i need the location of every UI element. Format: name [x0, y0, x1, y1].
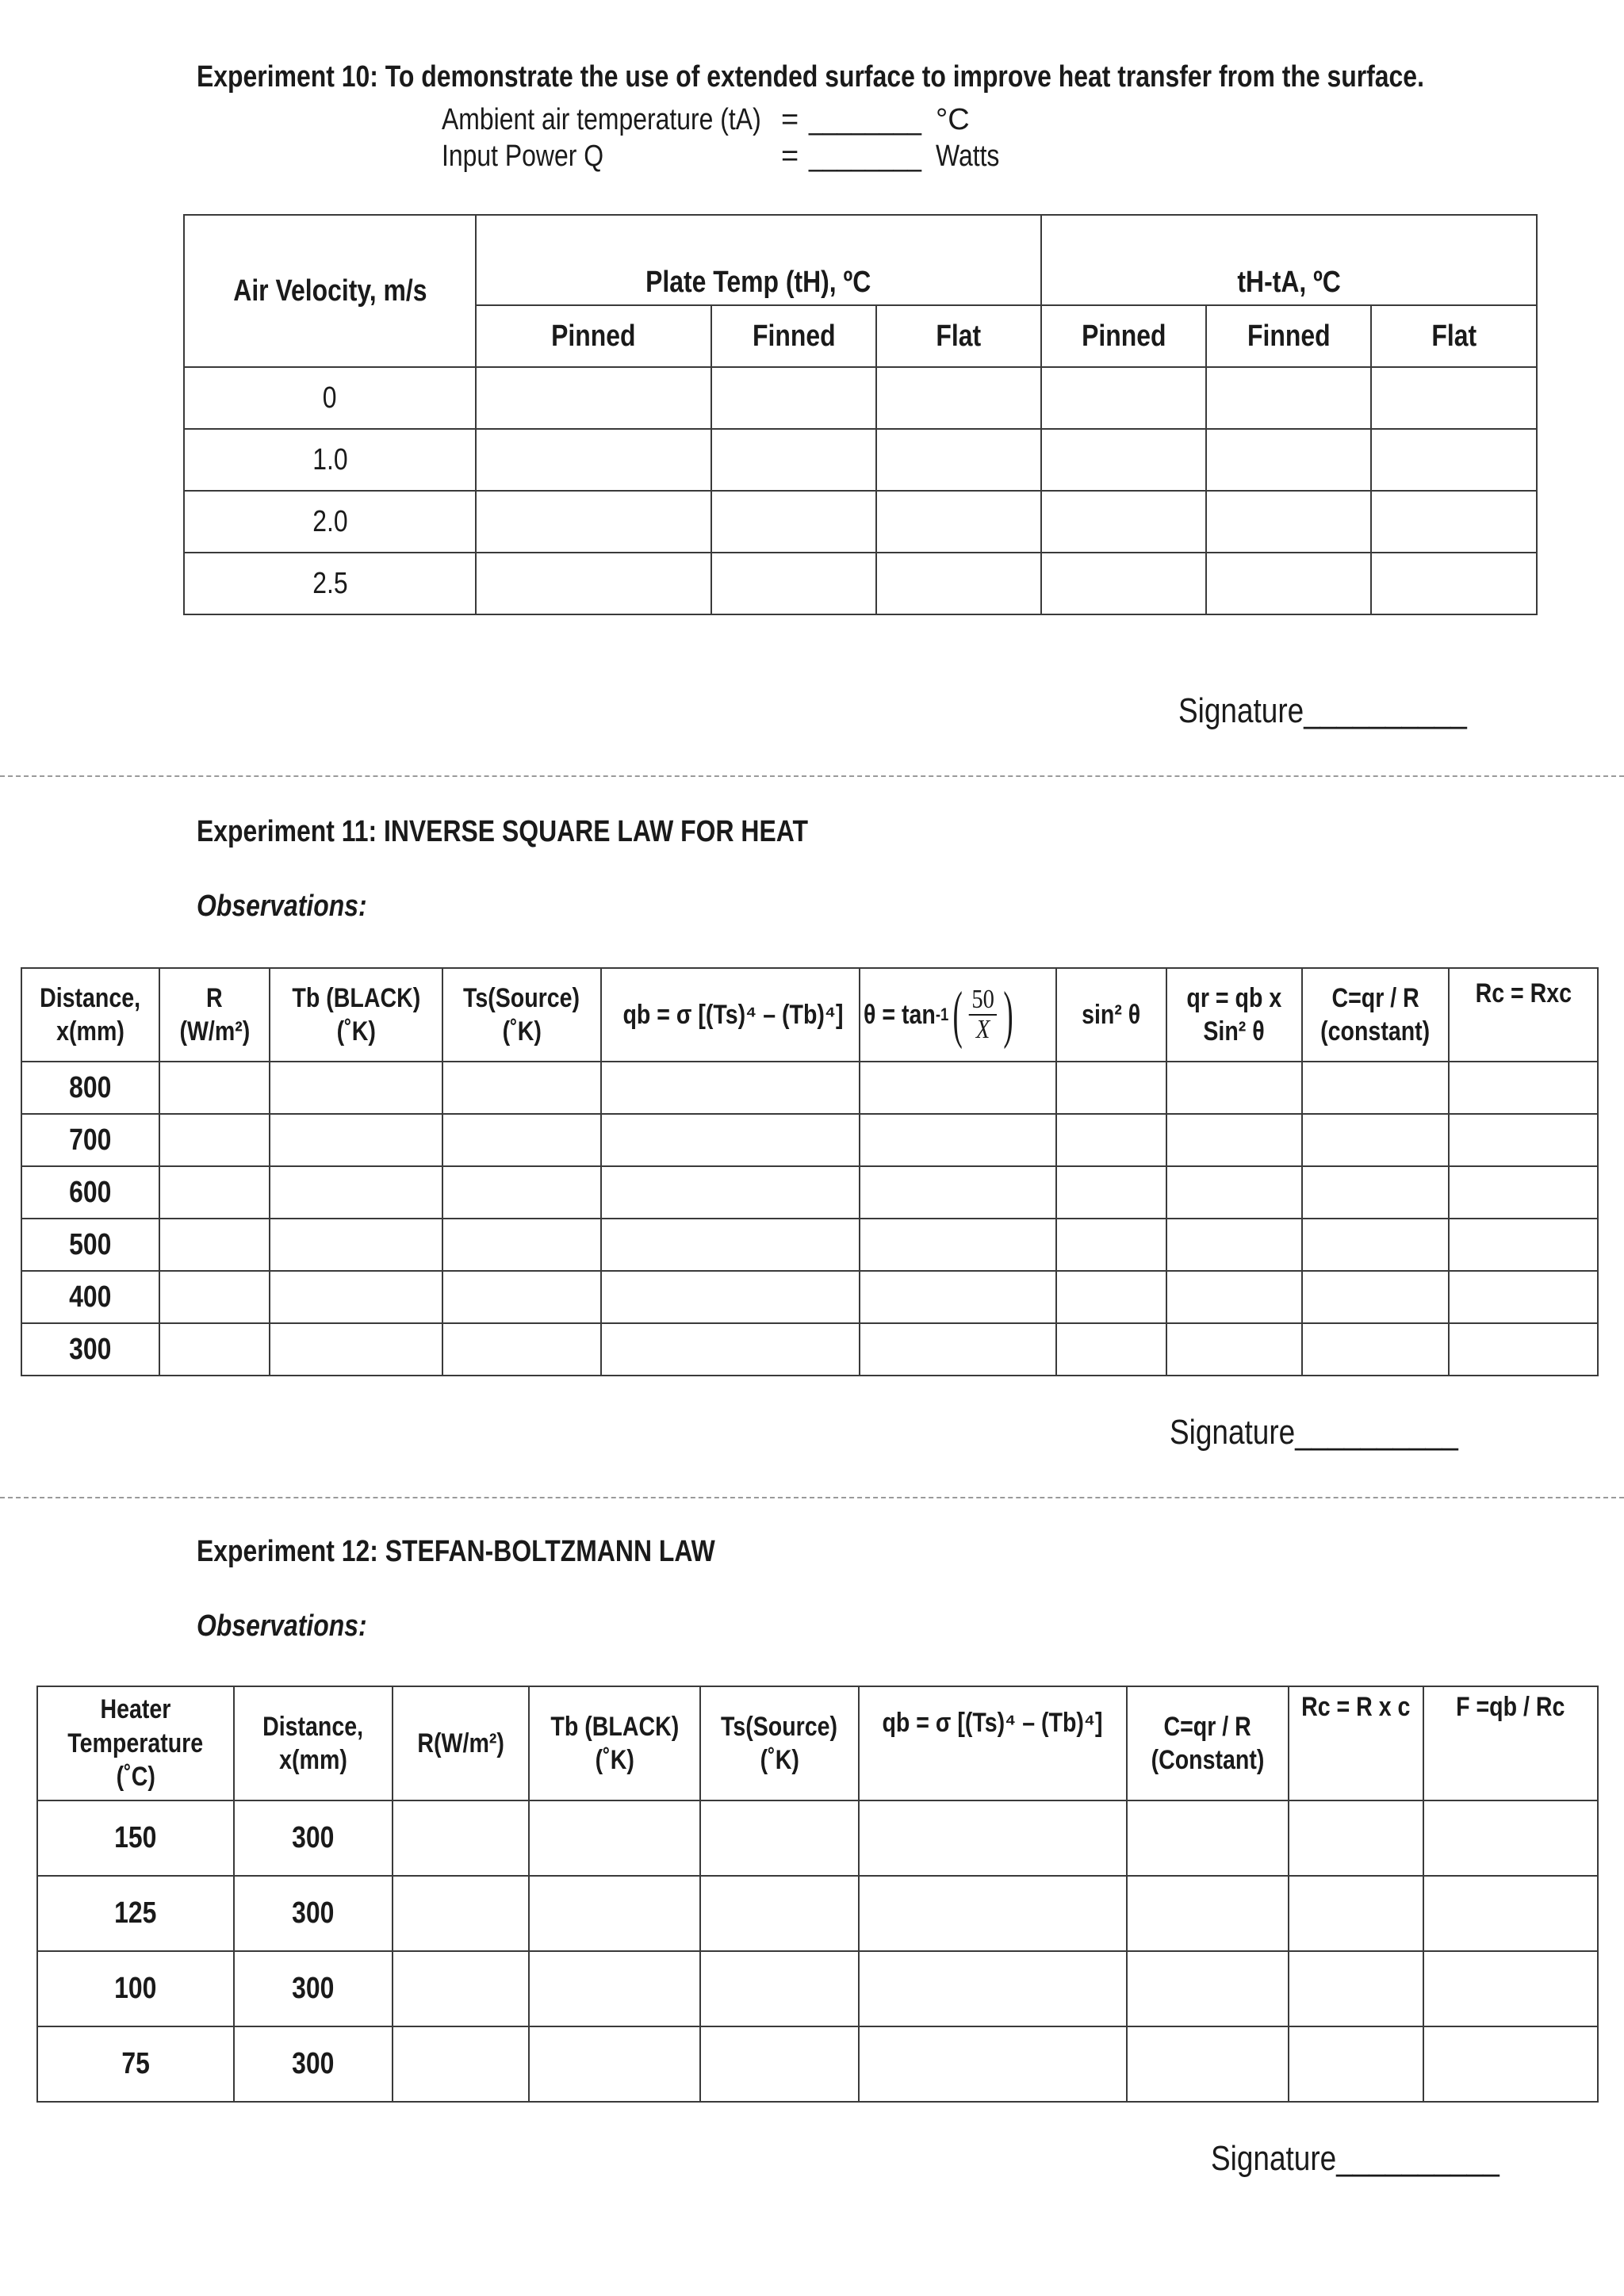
entry-cell[interactable] [700, 1876, 859, 1951]
velocity-cell: 1.0 [184, 429, 476, 491]
entry-cell[interactable] [1371, 491, 1537, 553]
exp11-observations-label: Observations: [197, 890, 367, 923]
entry-cell[interactable] [1302, 1062, 1449, 1114]
ambient-blank[interactable]: ________ [809, 103, 922, 136]
entry-cell[interactable] [601, 1062, 860, 1114]
entry-cell[interactable] [1166, 1271, 1302, 1323]
entry-cell[interactable] [159, 1166, 270, 1219]
entry-cell[interactable] [1449, 1271, 1598, 1323]
qb-header: qb = σ [(Ts)⁴ – (Tb)⁴] [601, 968, 860, 1062]
entry-cell[interactable] [1041, 367, 1206, 429]
distance-cell: 700 [21, 1114, 159, 1166]
entry-cell[interactable] [442, 1062, 601, 1114]
air-velocity-header: Air Velocity, m/s [184, 215, 476, 367]
velocity-cell: 0 [184, 367, 476, 429]
rc-header: Rc = Rxc [1449, 968, 1598, 1062]
ambient-eq: = [781, 103, 799, 136]
entry-cell[interactable] [442, 1219, 601, 1271]
entry-cell[interactable] [1449, 1166, 1598, 1219]
entry-cell[interactable] [1302, 1323, 1449, 1376]
r-header: R (W/m²) [159, 968, 270, 1062]
entry-cell[interactable] [1127, 1951, 1289, 2026]
entry-cell[interactable] [601, 1271, 860, 1323]
entry-cell[interactable] [1302, 1271, 1449, 1323]
entry-cell[interactable] [1056, 1323, 1166, 1376]
entry-cell[interactable] [700, 2026, 859, 2102]
exp12-signature[interactable]: Signature__________ [1211, 2139, 1500, 2178]
heater-temp-cell: 125 [37, 1876, 234, 1951]
c-header: C=qr / R (Constant) [1127, 1686, 1289, 1800]
entry-cell[interactable] [1206, 553, 1371, 614]
sub-header-flat: Flat [1371, 305, 1537, 367]
table-row [37, 1800, 1598, 1876]
entry-cell[interactable] [529, 1951, 700, 2026]
entry-cell[interactable] [860, 1219, 1056, 1271]
distance-cell: 300 [21, 1323, 159, 1376]
entry-cell[interactable] [476, 429, 711, 491]
entry-cell[interactable] [1449, 1114, 1598, 1166]
entry-cell[interactable] [270, 1114, 442, 1166]
entry-cell[interactable] [442, 1271, 601, 1323]
entry-cell[interactable] [601, 1114, 860, 1166]
r-header: R(W/m²) [393, 1686, 529, 1800]
exp11-table [21, 967, 1599, 1376]
entry-cell[interactable] [159, 1062, 270, 1114]
entry-cell[interactable] [1166, 1166, 1302, 1219]
exp12-observations-label: Observations: [197, 1609, 367, 1643]
velocity-cell: 2.5 [184, 553, 476, 614]
distance-cell: 300 [234, 1800, 393, 1876]
ambient-unit: °C [936, 103, 970, 136]
entry-cell[interactable] [1289, 1800, 1423, 1876]
heater-temp-cell: 75 [37, 2026, 234, 2102]
entry-cell[interactable] [1449, 1219, 1598, 1271]
exp11-signature[interactable]: Signature__________ [1170, 1413, 1458, 1452]
theta-fraction: $\frac{50}{X}$ [969, 985, 997, 1043]
entry-cell[interactable] [700, 1951, 859, 2026]
entry-cell[interactable] [270, 1219, 442, 1271]
power-blank[interactable]: ________ [809, 140, 922, 173]
entry-cell[interactable] [876, 553, 1041, 614]
exp10-title: Experiment 10: To demonstrate the use of extended surface to improve heat transfer from the surface. [197, 60, 1424, 94]
entry-cell[interactable] [270, 1062, 442, 1114]
distance-cell: 300 [234, 2026, 393, 2102]
qr-header: qr = qb x Sin² θ [1166, 968, 1302, 1062]
distance-cell: 300 [234, 1876, 393, 1951]
entry-cell[interactable] [1302, 1166, 1449, 1219]
entry-cell[interactable] [1371, 367, 1537, 429]
entry-cell[interactable] [859, 1800, 1127, 1876]
entry-cell[interactable] [1423, 1876, 1598, 1951]
entry-cell[interactable] [1449, 1062, 1598, 1114]
entry-cell[interactable] [1056, 1219, 1166, 1271]
entry-cell[interactable] [1127, 1800, 1289, 1876]
table-row [21, 1219, 1598, 1271]
tb-header: Tb (BLACK) (˚K) [529, 1686, 700, 1800]
entry-cell[interactable] [860, 1062, 1056, 1114]
entry-cell[interactable] [476, 553, 711, 614]
entry-cell[interactable] [1206, 429, 1371, 491]
distance-cell: 500 [21, 1219, 159, 1271]
table-row [21, 1062, 1598, 1114]
entry-cell[interactable] [1371, 429, 1537, 491]
entry-cell[interactable] [859, 1951, 1127, 2026]
table-row [37, 1951, 1598, 2026]
distance-cell: 300 [234, 1951, 393, 2026]
entry-cell[interactable] [1166, 1323, 1302, 1376]
entry-cell[interactable] [711, 553, 876, 614]
power-eq: = [781, 140, 799, 173]
entry-cell[interactable] [1056, 1062, 1166, 1114]
entry-cell[interactable] [860, 1271, 1056, 1323]
entry-cell[interactable] [876, 429, 1041, 491]
entry-cell[interactable] [159, 1323, 270, 1376]
theta-header: θ = tan -1 ( $\frac{50}{X}$ ) [860, 968, 1056, 1062]
velocity-cell: 2.0 [184, 491, 476, 553]
entry-cell[interactable] [476, 491, 711, 553]
power-unit: Watts [936, 140, 1000, 173]
rc-header: Rc = R x c [1289, 1686, 1423, 1800]
entry-cell[interactable] [1302, 1219, 1449, 1271]
distance-header: Distance, x(mm) [234, 1686, 393, 1800]
entry-cell[interactable] [476, 367, 711, 429]
entry-cell[interactable] [1041, 429, 1206, 491]
sub-header-finned: Finned [711, 305, 876, 367]
entry-cell[interactable] [1423, 1951, 1598, 2026]
table-row [21, 1271, 1598, 1323]
entry-cell[interactable] [442, 1166, 601, 1219]
entry-cell[interactable] [442, 1323, 601, 1376]
entry-cell[interactable] [529, 2026, 700, 2102]
entry-cell[interactable] [393, 1800, 529, 1876]
entry-cell[interactable] [1166, 1114, 1302, 1166]
table-row [37, 1876, 1598, 1951]
entry-cell[interactable] [442, 1114, 601, 1166]
entry-cell[interactable] [860, 1323, 1056, 1376]
entry-cell[interactable] [1127, 1876, 1289, 1951]
entry-cell[interactable] [270, 1323, 442, 1376]
entry-cell[interactable] [1056, 1166, 1166, 1219]
table-row [21, 1166, 1598, 1219]
table-row [21, 1114, 1598, 1166]
entry-cell[interactable] [159, 1114, 270, 1166]
distance-cell: 400 [21, 1271, 159, 1323]
entry-cell[interactable] [1449, 1323, 1598, 1376]
heater-temp-cell: 100 [37, 1951, 234, 2026]
exp12-table [36, 1686, 1599, 2103]
exp10-signature[interactable]: Signature__________ [1178, 691, 1467, 730]
exp10-table [183, 214, 1538, 615]
ambient-label: Ambient air temperature (tA) [442, 103, 761, 136]
entry-cell[interactable] [1056, 1271, 1166, 1323]
sub-header-pinned: Pinned [1041, 305, 1206, 367]
entry-cell[interactable] [270, 1271, 442, 1323]
distance-header: Distance, x(mm) [21, 968, 159, 1062]
table-row [184, 429, 1537, 491]
sub-header-finned: Finned [1206, 305, 1371, 367]
entry-cell[interactable] [711, 367, 876, 429]
power-label: Input Power Q [442, 140, 604, 173]
entry-cell[interactable] [711, 429, 876, 491]
entry-cell[interactable] [876, 491, 1041, 553]
section-divider [0, 775, 1624, 777]
entry-cell[interactable] [1166, 1062, 1302, 1114]
tb-header: Tb (BLACK) (˚K) [270, 968, 442, 1062]
sub-header-pinned: Pinned [476, 305, 711, 367]
entry-cell[interactable] [601, 1219, 860, 1271]
entry-cell[interactable] [1166, 1219, 1302, 1271]
entry-cell[interactable] [529, 1800, 700, 1876]
entry-cell[interactable] [876, 367, 1041, 429]
entry-cell[interactable] [1289, 2026, 1423, 2102]
entry-cell[interactable] [1423, 2026, 1598, 2102]
entry-cell[interactable] [1041, 491, 1206, 553]
entry-cell[interactable] [711, 491, 876, 553]
table-row [184, 367, 1537, 429]
temp-diff-header: tH-tA, ºC [1041, 215, 1537, 305]
table-row [184, 491, 1537, 553]
entry-cell[interactable] [159, 1219, 270, 1271]
entry-cell[interactable] [1041, 553, 1206, 614]
ts-header: Ts(Source) (˚K) [700, 1686, 859, 1800]
exp12-title: Experiment 12: STEFAN-BOLTZMANN LAW [197, 1535, 715, 1568]
entry-cell[interactable] [529, 1876, 700, 1951]
entry-cell[interactable] [601, 1323, 860, 1376]
entry-cell[interactable] [1371, 553, 1537, 614]
sub-header-flat: Flat [876, 305, 1041, 367]
qb-header: qb = σ [(Ts)⁴ – (Tb)⁴] [859, 1686, 1127, 1800]
sin-header: sin² θ [1056, 968, 1166, 1062]
entry-cell[interactable] [1423, 1800, 1598, 1876]
heater-temp-cell: 150 [37, 1800, 234, 1876]
table-row [184, 553, 1537, 614]
entry-cell[interactable] [1289, 1951, 1423, 2026]
entry-cell[interactable] [859, 2026, 1127, 2102]
entry-cell[interactable] [1206, 491, 1371, 553]
entry-cell[interactable] [393, 1876, 529, 1951]
distance-cell: 600 [21, 1166, 159, 1219]
f-header: F =qb / Rc [1423, 1686, 1598, 1800]
exp11-title: Experiment 11: INVERSE SQUARE LAW FOR HEAT [197, 815, 808, 848]
entry-cell[interactable] [860, 1114, 1056, 1166]
entry-cell[interactable] [393, 1951, 529, 2026]
entry-cell[interactable] [601, 1166, 860, 1219]
entry-cell[interactable] [1206, 367, 1371, 429]
entry-cell[interactable] [1302, 1114, 1449, 1166]
entry-cell[interactable] [1056, 1114, 1166, 1166]
entry-cell[interactable] [393, 2026, 529, 2102]
entry-cell[interactable] [859, 1876, 1127, 1951]
section-divider [0, 1497, 1624, 1498]
entry-cell[interactable] [1289, 1876, 1423, 1951]
plate-temp-header: Plate Temp (tH), ºC [476, 215, 1041, 305]
distance-cell: 800 [21, 1062, 159, 1114]
ts-header: Ts(Source) (˚K) [442, 968, 601, 1062]
entry-cell[interactable] [860, 1166, 1056, 1219]
table-row [21, 1323, 1598, 1376]
entry-cell[interactable] [1127, 2026, 1289, 2102]
entry-cell[interactable] [700, 1800, 859, 1876]
table-row [37, 2026, 1598, 2102]
c-header: C=qr / R (constant) [1302, 968, 1449, 1062]
entry-cell[interactable] [270, 1166, 442, 1219]
heater-temp-header: Heater Temperature (˚C) [37, 1686, 234, 1800]
entry-cell[interactable] [159, 1271, 270, 1323]
